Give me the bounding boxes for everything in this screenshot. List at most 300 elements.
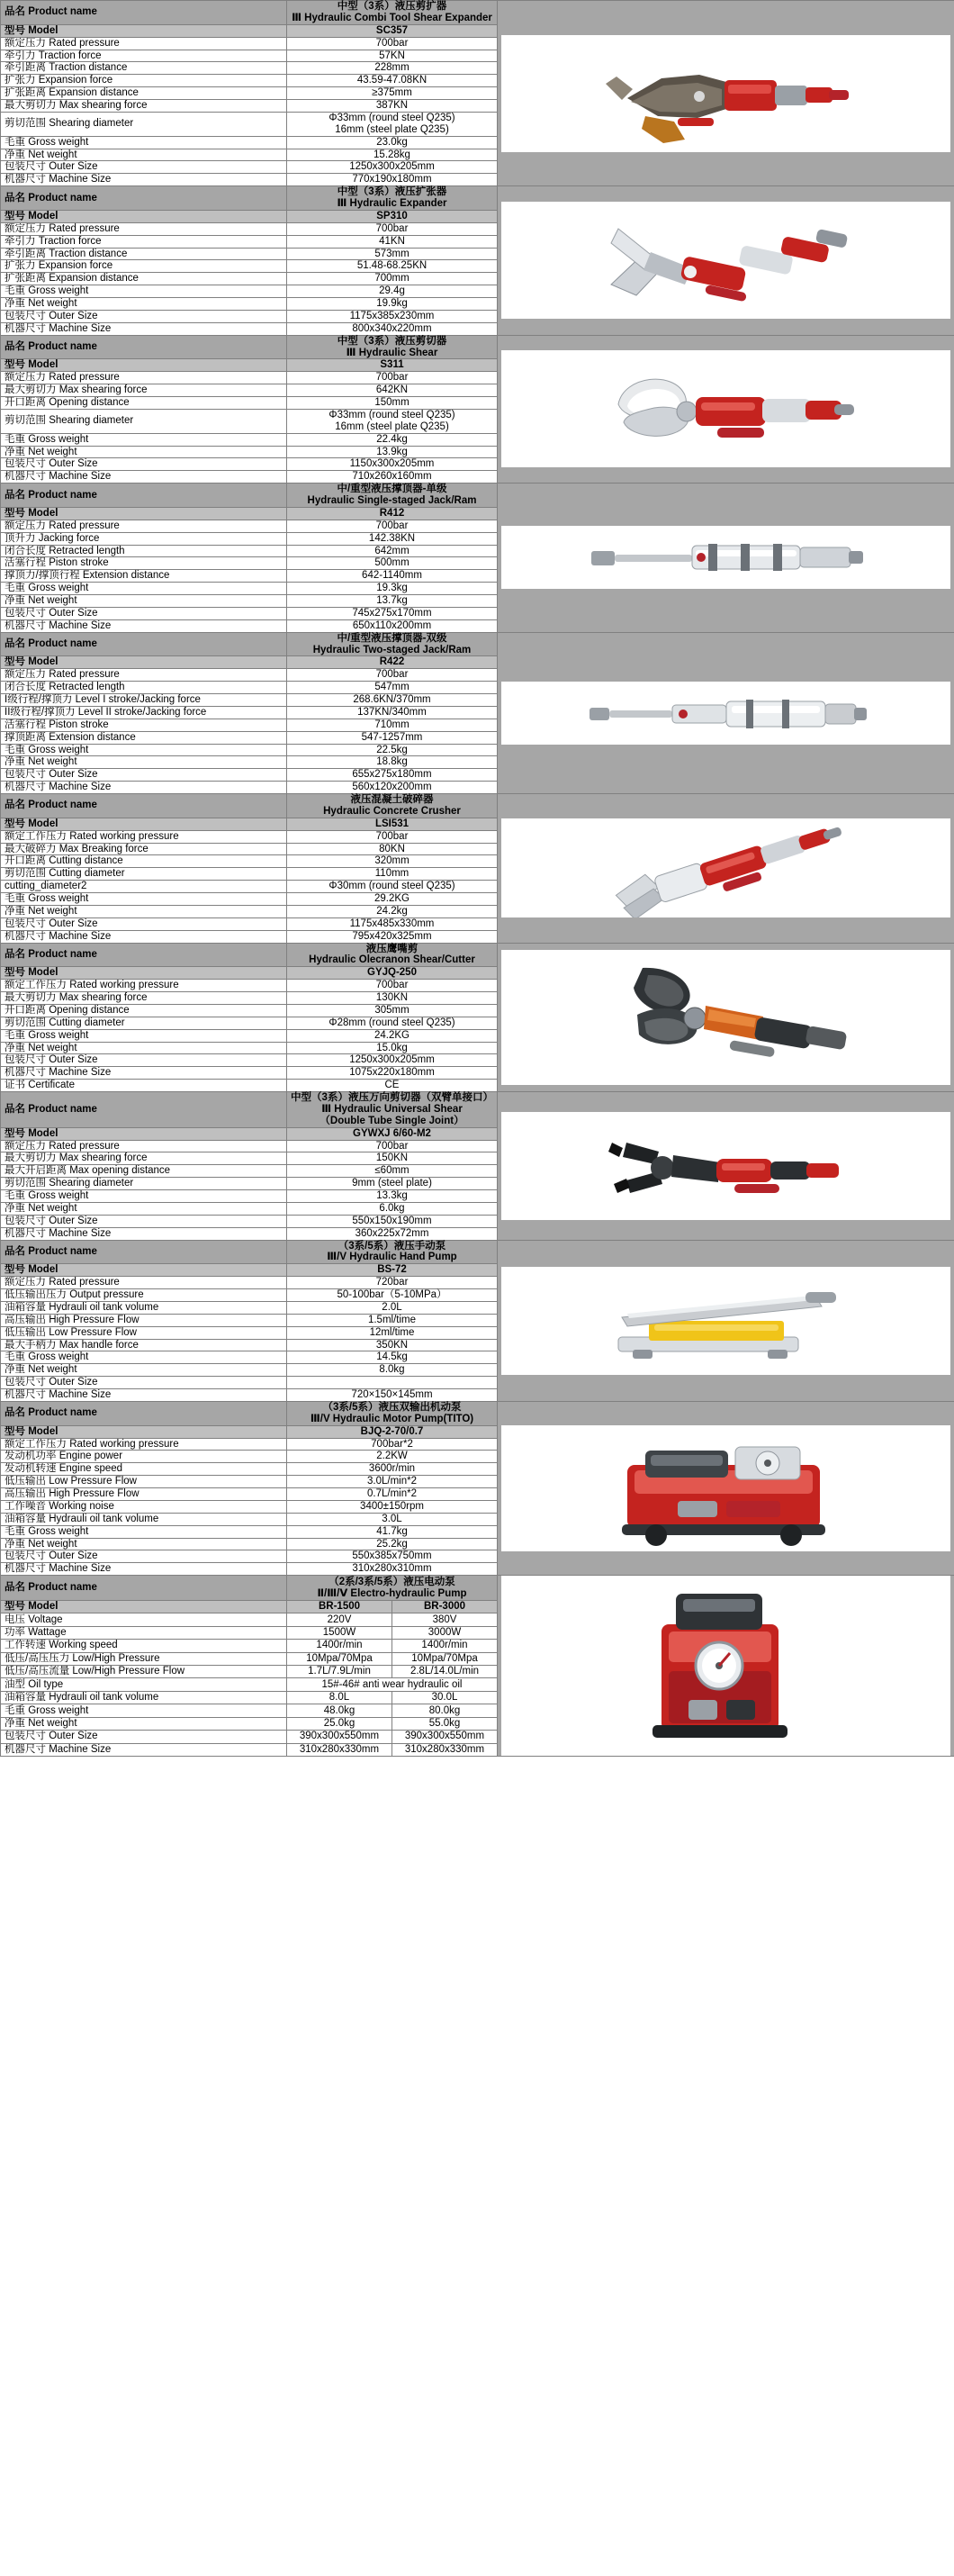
product-name-cn: 中/重型液压撑顶器-双级 [337,632,447,644]
row-label: 净重 Net weight [1,905,287,917]
spec-value: 19.9kg [287,298,498,311]
row-label: 最大剪切力 Max shearing force [1,384,287,397]
row-label: 撑顶距离 Extension distance [1,731,287,744]
product-name-cn: 液压混凝土破碎器 [350,794,434,805]
row-label: 品名 Product name [1,632,287,656]
product-image-cell [498,1,954,186]
row-label: 机器尺寸 Machine Size [1,1563,287,1576]
row-label: 型号 Model [1,1264,287,1277]
row-label: 机器尺寸 Machine Size [1,322,287,335]
row-label: 额定压力 Rated pressure [1,520,287,532]
row-label: 最大剪切力 Max shearing force [1,992,287,1005]
spec-value: 642KN [287,384,498,397]
spec-value: 22.4kg [287,433,498,446]
product-name-row [1,943,954,967]
spec-value: Φ33mm (round steel Q235) 16mm (steel plate Q235) [287,409,498,433]
row-label: 最大破碎力 Max Breaking force [1,843,287,855]
row-label: 牵引距离 Traction distance [1,248,287,260]
row-label: 油型 Oil type [1,1678,287,1691]
row-label: 毛重 Gross weight [1,893,287,906]
row-label: 扩张力 Expansion force [1,260,287,273]
product-name-cn: 液压鹰嘴剪 [365,943,418,954]
spec-value: 550x385x750mm [287,1550,498,1563]
row-label: I级行程/撑顶力 Level I stroke/Jacking force [1,694,287,707]
spec-value: 1400r/min [392,1640,498,1652]
spec-value: 550x150x190mm [287,1215,498,1227]
spec-value: 3400±150rpm [287,1500,498,1513]
row-label: II级行程/撑顶力 Level II stroke/Jacking force [1,706,287,719]
product-name-row [1,1401,954,1425]
spec-value: 23.0kg [287,136,498,149]
product-name-en: Ⅲ/V Hydraulic Motor Pump(TITO) [310,1413,474,1424]
model-value: GYJQ-250 [287,967,498,980]
spec-value: 310x280x330mm [287,1743,392,1757]
row-label: 额定压力 Rated pressure [1,372,287,384]
product-name-cn: （2系/3系/5系）液压电动泵 [328,1576,455,1587]
spec-value: 350KN [287,1339,498,1351]
product-image-cell [498,1092,954,1241]
row-label: 包装尺寸 Outer Size [1,310,287,322]
product-name-cn: （3系/5系）液压手动泵 [338,1240,446,1252]
product-image-cell [498,943,954,1092]
product-image-cell [498,794,954,944]
spec-value: 22.5kg [287,744,498,756]
spec-value: 25.0kg [287,1717,392,1730]
row-label: 型号 Model [1,656,287,669]
row-label: 品名 Product name [1,794,287,818]
spec-value: 310x280x310mm [287,1563,498,1576]
row-label: 油箱容量 Hydrauli oil tank volume [1,1691,287,1704]
spec-value: 745x275x170mm [287,607,498,619]
spec-value: 2.0L [287,1301,498,1314]
spec-value: 29.4g [287,285,498,298]
spec-value: 43.59-47.08KN [287,75,498,87]
row-label: 额定压力 Rated pressure [1,37,287,50]
row-label: 闭合长度 Retracted length [1,682,287,694]
spec-value: 18.8kg [287,756,498,769]
product-name-en-2: （Double Tube Single Joint） [320,1115,464,1126]
row-label: 净重 Net weight [1,149,287,161]
row-label: 毛重 Gross weight [1,433,287,446]
product-name-en: Hydraulic Two-staged Jack/Ram [312,644,472,655]
row-label: 毛重 Gross weight [1,136,287,149]
model-value: SP310 [287,210,498,222]
row-label: 净重 Net weight [1,298,287,311]
spec-value: 3.0L/min*2 [287,1476,498,1488]
product-name-en: Hydraulic Olecranon Shear/Cutter [309,954,475,966]
spec-value: 110mm [287,868,498,881]
spec-value: 57KN [287,50,498,62]
spec-value: 150mm [287,397,498,410]
spec-value: 80KN [287,843,498,855]
spec-value: 24.2KG [287,1029,498,1042]
row-label: cutting_diameter2 [1,881,287,893]
spec-value: 0.7L/min*2 [287,1488,498,1501]
product-name-cn: 中型（3系）液压万向剪切器（双臂单接口） [291,1092,493,1103]
spec-value: 650x110x200mm [287,619,498,632]
spec-value: 800x340x220mm [287,322,498,335]
spec-value: 360x225x72mm [287,1227,498,1240]
spec-value: 700bar [287,520,498,532]
model-value: R412 [287,507,498,520]
spec-value: 700bar [287,669,498,682]
row-label: 额定压力 Rated pressure [1,669,287,682]
row-label: 型号 Model [1,507,287,520]
product-name-en: Ⅱ/Ⅲ/Ⅴ Electro-hydraulic Pump [317,1587,467,1599]
product-image-cell [498,1240,954,1401]
model-value: BJQ-2-70/0.7 [287,1425,498,1438]
spec-value: Φ28mm (round steel Q235) [287,1017,498,1029]
spec-value: 387KN [287,100,498,113]
spec-value: 700bar [287,222,498,235]
row-label: 净重 Net weight [1,1364,287,1377]
row-label: 油箱容量 Hydrauli oil tank volume [1,1301,287,1314]
model-value: BR-3000 [392,1600,498,1613]
row-label: 品名 Product name [1,1576,287,1601]
spec-value: 41.7kg [287,1525,498,1538]
row-label: 最大剪切力 Max shearing force [1,100,287,113]
row-label: 低压输出压力 Output pressure [1,1289,287,1302]
product-name-value [287,1576,498,1601]
spec-value: 12ml/time [287,1326,498,1339]
row-label: 扩张力 Expansion force [1,75,287,87]
row-label: 型号 Model [1,359,287,372]
row-label: 牵引力 Traction force [1,235,287,248]
product-name-value [287,632,498,656]
row-label: 剪切范围 Cutting diameter [1,868,287,881]
spec-value: Φ30mm (round steel Q235) [287,881,498,893]
row-label: 机器尺寸 Machine Size [1,1389,287,1402]
row-label: 低压输出 Low Pressure Flow [1,1326,287,1339]
spec-value: 700bar*2 [287,1438,498,1451]
spec-value: 1250x300x205mm [287,161,498,174]
row-label: 发动机转速 Engine speed [1,1463,287,1476]
row-label: 低压/高压压力 Low/High Pressure [1,1652,287,1665]
row-label: 额定压力 Rated pressure [1,1277,287,1289]
spec-value: 14.5kg [287,1351,498,1364]
product-name-en: Ⅲ Hydraulic Shear [346,347,438,358]
spec-value: 3600r/min [287,1463,498,1476]
product-name-value [287,335,498,359]
row-label: 工作噪音 Working noise [1,1500,287,1513]
spec-value: 8.0L [287,1691,392,1704]
row-label: 净重 Net weight [1,1042,287,1054]
row-label: 油箱容量 Hydrauli oil tank volume [1,1513,287,1525]
row-label: 包装尺寸 Outer Size [1,917,287,930]
universal-shear-icon [501,1112,950,1220]
spec-value: 137KN/340mm [287,706,498,719]
row-label: 毛重 Gross weight [1,583,287,595]
row-label: 机器尺寸 Machine Size [1,930,287,943]
row-label: 剪切范围 Shearing diameter [1,1178,287,1190]
spec-value: 268.6KN/370mm [287,694,498,707]
product-image-cell [498,484,954,633]
spec-value: 1175x485x330mm [287,917,498,930]
combi-tool-shear-expander-icon [501,35,950,152]
row-label: 机器尺寸 Machine Size [1,1743,287,1757]
spec-value: 700bar [287,830,498,843]
spec-value: 1150x300x205mm [287,458,498,471]
product-name-row [1,484,954,508]
spec-value: 720×150×145mm [287,1389,498,1402]
row-label: 最大开启距离 Max opening distance [1,1165,287,1178]
spec-value: 29.2KG [287,893,498,906]
spec-value: 13.7kg [287,595,498,608]
row-label: 毛重 Gross weight [1,1525,287,1538]
spec-value [287,1377,498,1389]
olecranon-shear-icon [501,950,950,1085]
row-label: 顶升力 Jacking force [1,532,287,545]
row-label: 毛重 Gross weight [1,1029,287,1042]
spec-value: 380V [392,1613,498,1626]
spec-value: 710x260x160mm [287,471,498,484]
spec-value: 130KN [287,992,498,1005]
product-name-cn: 中型（3系）液压剪切器 [337,335,447,347]
spec-value: 48.0kg [287,1704,392,1717]
spec-value: 51.48-68.25KN [287,260,498,273]
row-label: 最大剪切力 Max shearing force [1,1152,287,1165]
spec-value: 228mm [287,62,498,75]
product-image-cell [498,1576,954,1757]
row-label: 扩张距离 Expansion distance [1,87,287,100]
spec-value: 15.0kg [287,1042,498,1054]
single-staged-jack-ram-icon [501,526,950,589]
row-label: 品名 Product name [1,484,287,508]
row-label: 品名 Product name [1,335,287,359]
product-name-value [287,1,498,25]
row-label: 牵引力 Traction force [1,50,287,62]
spec-value: 547-1257mm [287,731,498,744]
product-name-cn: （3系/5系）液压双输出机动泵 [322,1401,462,1413]
spec-value: 710mm [287,719,498,731]
row-label: 证书 Certificate [1,1080,287,1092]
spec-value: 1175x385x230mm [287,310,498,322]
spec-value: 770x190x180mm [287,174,498,186]
model-value: SC357 [287,24,498,37]
row-label: 包装尺寸 Outer Size [1,1731,287,1743]
model-value: BR-1500 [287,1600,392,1613]
row-label: 毛重 Gross weight [1,1351,287,1364]
row-label: 包装尺寸 Outer Size [1,1054,287,1067]
row-label: 最大手柄力 Max handle force [1,1339,287,1351]
product-name-value [287,943,498,967]
model-value: GYWXJ 6/60-M2 [287,1127,498,1140]
spec-value: 9mm (steel plate) [287,1178,498,1190]
hydraulic-expander-icon [501,202,950,319]
spec-value: 25.2kg [287,1538,498,1550]
product-name-en: Hydraulic Concrete Crusher [323,805,461,817]
row-label: 型号 Model [1,967,287,980]
product-name-en: Ⅲ Hydraulic Expander [337,198,447,209]
row-label: 额定工作压力 Rated working pressure [1,1438,287,1451]
row-label: 品名 Product name [1,943,287,967]
spec-value: 3.0L [287,1513,498,1525]
row-label: 剪切范围 Cutting diameter [1,1017,287,1029]
row-label: 低压/高压流量 Low/High Pressure Flow [1,1666,287,1678]
row-label: 包装尺寸 Outer Size [1,1377,287,1389]
concrete-crusher-icon [501,818,950,917]
spec-value: 19.3kg [287,583,498,595]
spec-value: 1075x220x180mm [287,1067,498,1080]
row-label: 闭合长度 Retracted length [1,545,287,557]
spec-value: 1.7L/7.9L/min [287,1666,392,1678]
row-label: 净重 Net weight [1,1202,287,1215]
spec-value: 13.9kg [287,446,498,458]
row-label: 开口距离 Opening distance [1,397,287,410]
row-label: 机器尺寸 Machine Size [1,174,287,186]
row-label: 品名 Product name [1,1401,287,1425]
row-label: 包装尺寸 Outer Size [1,607,287,619]
row-label: 剪切范围 Shearing diameter [1,409,287,433]
product-name-row [1,794,954,818]
spec-value: 41KN [287,235,498,248]
product-image-cell [498,632,954,793]
row-label: 机器尺寸 Machine Size [1,1227,287,1240]
spec-value: 700mm [287,273,498,285]
spec-value: ≥375mm [287,87,498,100]
row-label: 额定压力 Rated pressure [1,222,287,235]
row-label: 撑顶力/撑顶行程 Extension distance [1,570,287,583]
product-name-cn: 中型（3系）液压扩张器 [337,186,447,198]
row-label: 包装尺寸 Outer Size [1,161,287,174]
spec-value: 55.0kg [392,1717,498,1730]
product-name-row [1,335,954,359]
model-value: BS-72 [287,1264,498,1277]
row-label: 包装尺寸 Outer Size [1,1550,287,1563]
spec-value: 30.0L [392,1691,498,1704]
spec-value: 6.0kg [287,1202,498,1215]
spec-value: 10Mpa/70Mpa [392,1652,498,1665]
row-label: 额定压力 Rated pressure [1,1140,287,1152]
spec-value: 560x120x200mm [287,782,498,794]
spec-value: 3000W [392,1626,498,1639]
row-label: 工作转速 Working speed [1,1640,287,1652]
row-label: 开口距离 Cutting distance [1,855,287,868]
spec-value: 15#-46# anti wear hydraulic oil [287,1678,498,1691]
product-name-value [287,1401,498,1425]
row-label: 发动机功率 Engine power [1,1451,287,1463]
product-name-value [287,1092,498,1128]
row-label: 品名 Product name [1,1,287,25]
spec-value: 655x275x180mm [287,769,498,782]
model-value: R422 [287,656,498,669]
row-label: 型号 Model [1,1600,287,1613]
spec-value: 700bar [287,37,498,50]
row-label: 型号 Model [1,1425,287,1438]
table-body [1,1,954,1757]
model-value: S311 [287,359,498,372]
spec-value: 2.8L/14.0L/min [392,1666,498,1678]
row-label: 开口距离 Opening distance [1,1004,287,1017]
product-image-cell [498,1401,954,1575]
row-label: 型号 Model [1,24,287,37]
product-name-value [287,186,498,211]
row-label: 包装尺寸 Outer Size [1,769,287,782]
row-label: 包装尺寸 Outer Size [1,458,287,471]
row-label: 净重 Net weight [1,1717,287,1730]
product-name-value [287,484,498,508]
product-name-en: Ⅲ Hydraulic Combi Tool Shear Expander [292,12,492,23]
spec-value: 1400r/min [287,1640,392,1652]
row-label: 毛重 Gross weight [1,744,287,756]
row-label: 活塞行程 Piston stroke [1,557,287,570]
electro-hydraulic-pump-icon [501,1576,950,1756]
product-name-row [1,1576,954,1601]
spec-value: 310x280x330mm [392,1743,498,1757]
spec-value: 150KN [287,1152,498,1165]
row-label: 功率 Wattage [1,1626,287,1639]
spec-value: 390x300x550mm [392,1731,498,1743]
spec-value: 1.5ml/time [287,1314,498,1326]
row-label: 机器尺寸 Machine Size [1,619,287,632]
row-label: 品名 Product name [1,1092,287,1128]
product-name-row [1,186,954,211]
spec-value: 142.38KN [287,532,498,545]
product-name-value [287,1240,498,1264]
product-image-cell [498,186,954,336]
spec-value: 320mm [287,855,498,868]
product-image-cell [498,335,954,484]
spec-value: 220V [287,1613,392,1626]
spec-value: 80.0kg [392,1704,498,1717]
row-label: 包装尺寸 Outer Size [1,1215,287,1227]
row-label: 型号 Model [1,818,287,830]
spec-value: Φ33mm (round steel Q235) 16mm (steel plate Q235) [287,112,498,136]
spec-value: 795x420x325mm [287,930,498,943]
spec-value: 1250x300x205mm [287,1054,498,1067]
row-label: 净重 Net weight [1,595,287,608]
row-label: 牵引距离 Traction distance [1,62,287,75]
row-label: 机器尺寸 Machine Size [1,471,287,484]
hand-pump-icon [501,1267,950,1375]
product-name-row [1,1,954,25]
spec-value: 13.3kg [287,1190,498,1203]
spec-value: 24.2kg [287,905,498,917]
row-label: 净重 Net weight [1,756,287,769]
product-name-value [287,794,498,818]
row-label: 电压 Voltage [1,1613,287,1626]
spec-value: 573mm [287,248,498,260]
spec-value: ≤60mm [287,1165,498,1178]
spec-value: 500mm [287,557,498,570]
row-label: 型号 Model [1,1127,287,1140]
spec-value: 700bar [287,980,498,992]
product-name-cn: 中/重型液压撑顶器-单级 [337,484,447,495]
row-label: 高压输出 High Pressure Flow [1,1314,287,1326]
spec-value: 642-1140mm [287,570,498,583]
hydraulic-shear-icon [501,350,950,467]
row-label: 扩张距离 Expansion distance [1,273,287,285]
row-label: 品名 Product name [1,186,287,211]
spec-value: 1500W [287,1626,392,1639]
spec-value: 547mm [287,682,498,694]
product-name-row [1,1240,954,1264]
two-staged-jack-ram-icon [501,682,950,745]
product-name-row [1,1092,954,1128]
spec-value: 642mm [287,545,498,557]
row-label: 型号 Model [1,210,287,222]
row-label: 机器尺寸 Machine Size [1,782,287,794]
row-label: 毛重 Gross weight [1,1704,287,1717]
spec-value: 10Mpa/70Mpa [287,1652,392,1665]
row-label: 毛重 Gross weight [1,285,287,298]
spec-value: 50-100bar（5-10MPa） [287,1289,498,1302]
product-name-en: Ⅲ Hydraulic Universal Shear [321,1103,463,1115]
row-label: 毛重 Gross weight [1,1190,287,1203]
spec-value: CE [287,1080,498,1092]
row-label: 额定工作压力 Rated working pressure [1,830,287,843]
spec-value: 700bar [287,1140,498,1152]
